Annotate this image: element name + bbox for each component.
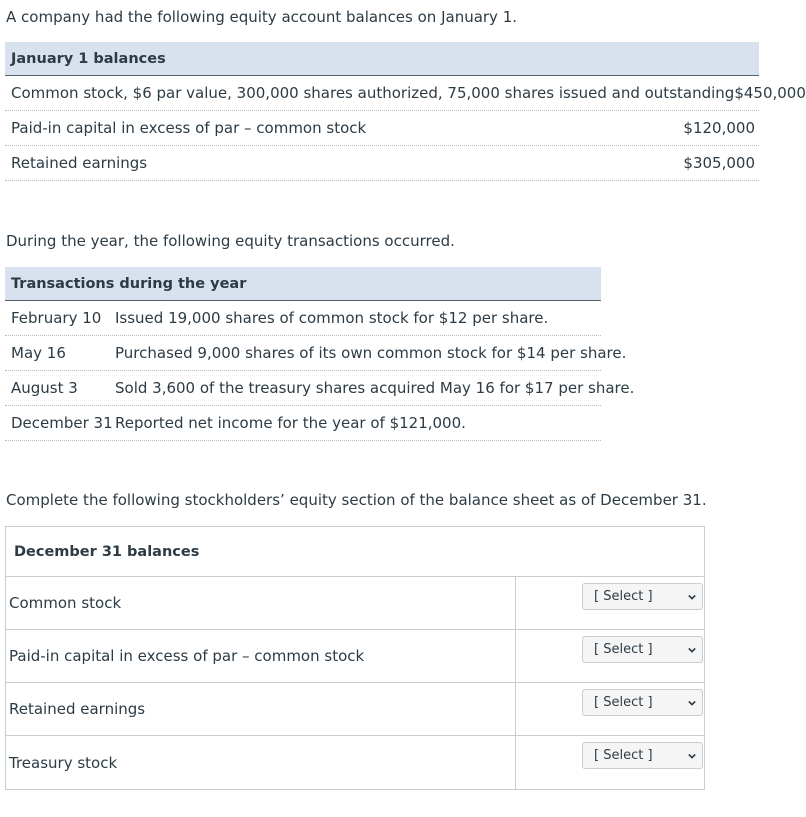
row-label: Retained earnings <box>6 683 516 735</box>
paid-in-capital-select[interactable] <box>582 636 703 663</box>
transaction-date: August 3 <box>11 379 78 397</box>
select-placeholder: [ Select ] <box>594 589 653 604</box>
row-label: Common stock <box>6 577 516 629</box>
table-row <box>6 577 704 630</box>
row-label: Paid-in capital in excess of par – common stock <box>11 119 367 137</box>
row-label: Paid-in capital in excess of par – common stock <box>6 630 516 682</box>
table-row <box>5 336 627 371</box>
table-row <box>5 146 759 181</box>
table-row <box>5 111 759 146</box>
transaction-description: Issued 19,000 shares of common stock for $12 per share. <box>115 309 549 327</box>
select-placeholder: [ Select ] <box>594 642 653 657</box>
chevron-down-icon <box>688 699 696 707</box>
december-balances-table <box>5 526 705 790</box>
row-value: $450,000 <box>734 84 806 102</box>
instruction-text: Complete the following stockholders’ equity section of the balance sheet as of December 31. <box>6 491 707 509</box>
common-stock-select[interactable] <box>582 583 703 610</box>
select-placeholder: [ Select ] <box>594 748 653 763</box>
select-placeholder: [ Select ] <box>594 695 653 710</box>
table-row <box>5 371 635 406</box>
row-label: Retained earnings <box>11 154 148 172</box>
transaction-description: Sold 3,600 of the treasury shares acquired May 16 for $17 per share. <box>115 379 635 397</box>
table-row <box>5 76 806 111</box>
table-row <box>6 683 704 736</box>
answer-cell <box>516 683 704 735</box>
january-table-header: January 1 balances <box>5 42 759 76</box>
answer-cell <box>516 736 704 789</box>
chevron-down-icon <box>688 593 696 601</box>
transaction-description: Purchased 9,000 shares of its own common stock for $14 per share. <box>115 344 627 362</box>
table-row <box>5 406 601 441</box>
transactions-intro-text: During the year, the following equity transactions occurred. <box>6 232 455 250</box>
transactions-table-header: Transactions during the year <box>5 267 601 301</box>
transaction-date: December 31 <box>11 414 113 432</box>
table-row <box>6 630 704 683</box>
january-balances-table <box>5 42 806 181</box>
transactions-table <box>5 267 635 441</box>
retained-earnings-select[interactable] <box>582 689 703 716</box>
table-row <box>5 301 601 336</box>
december-table-header: December 31 balances <box>6 527 704 577</box>
chevron-down-icon <box>688 752 696 760</box>
transaction-date: May 16 <box>11 344 66 362</box>
row-value: $305,000 <box>683 154 755 172</box>
chevron-down-icon <box>688 646 696 654</box>
row-label: Treasury stock <box>6 736 516 789</box>
row-value: $120,000 <box>683 119 755 137</box>
answer-cell <box>516 630 704 682</box>
intro-text: A company had the following equity account balances on January 1. <box>6 8 518 26</box>
table-row <box>6 736 704 789</box>
row-label: Common stock, $6 par value, 300,000 shares authorized, 75,000 shares issued and outstanding <box>11 84 735 102</box>
answer-cell <box>516 577 704 629</box>
transaction-date: February 10 <box>11 309 102 327</box>
treasury-stock-select[interactable] <box>582 742 703 769</box>
transaction-description: Reported net income for the year of $121,000. <box>115 414 466 432</box>
